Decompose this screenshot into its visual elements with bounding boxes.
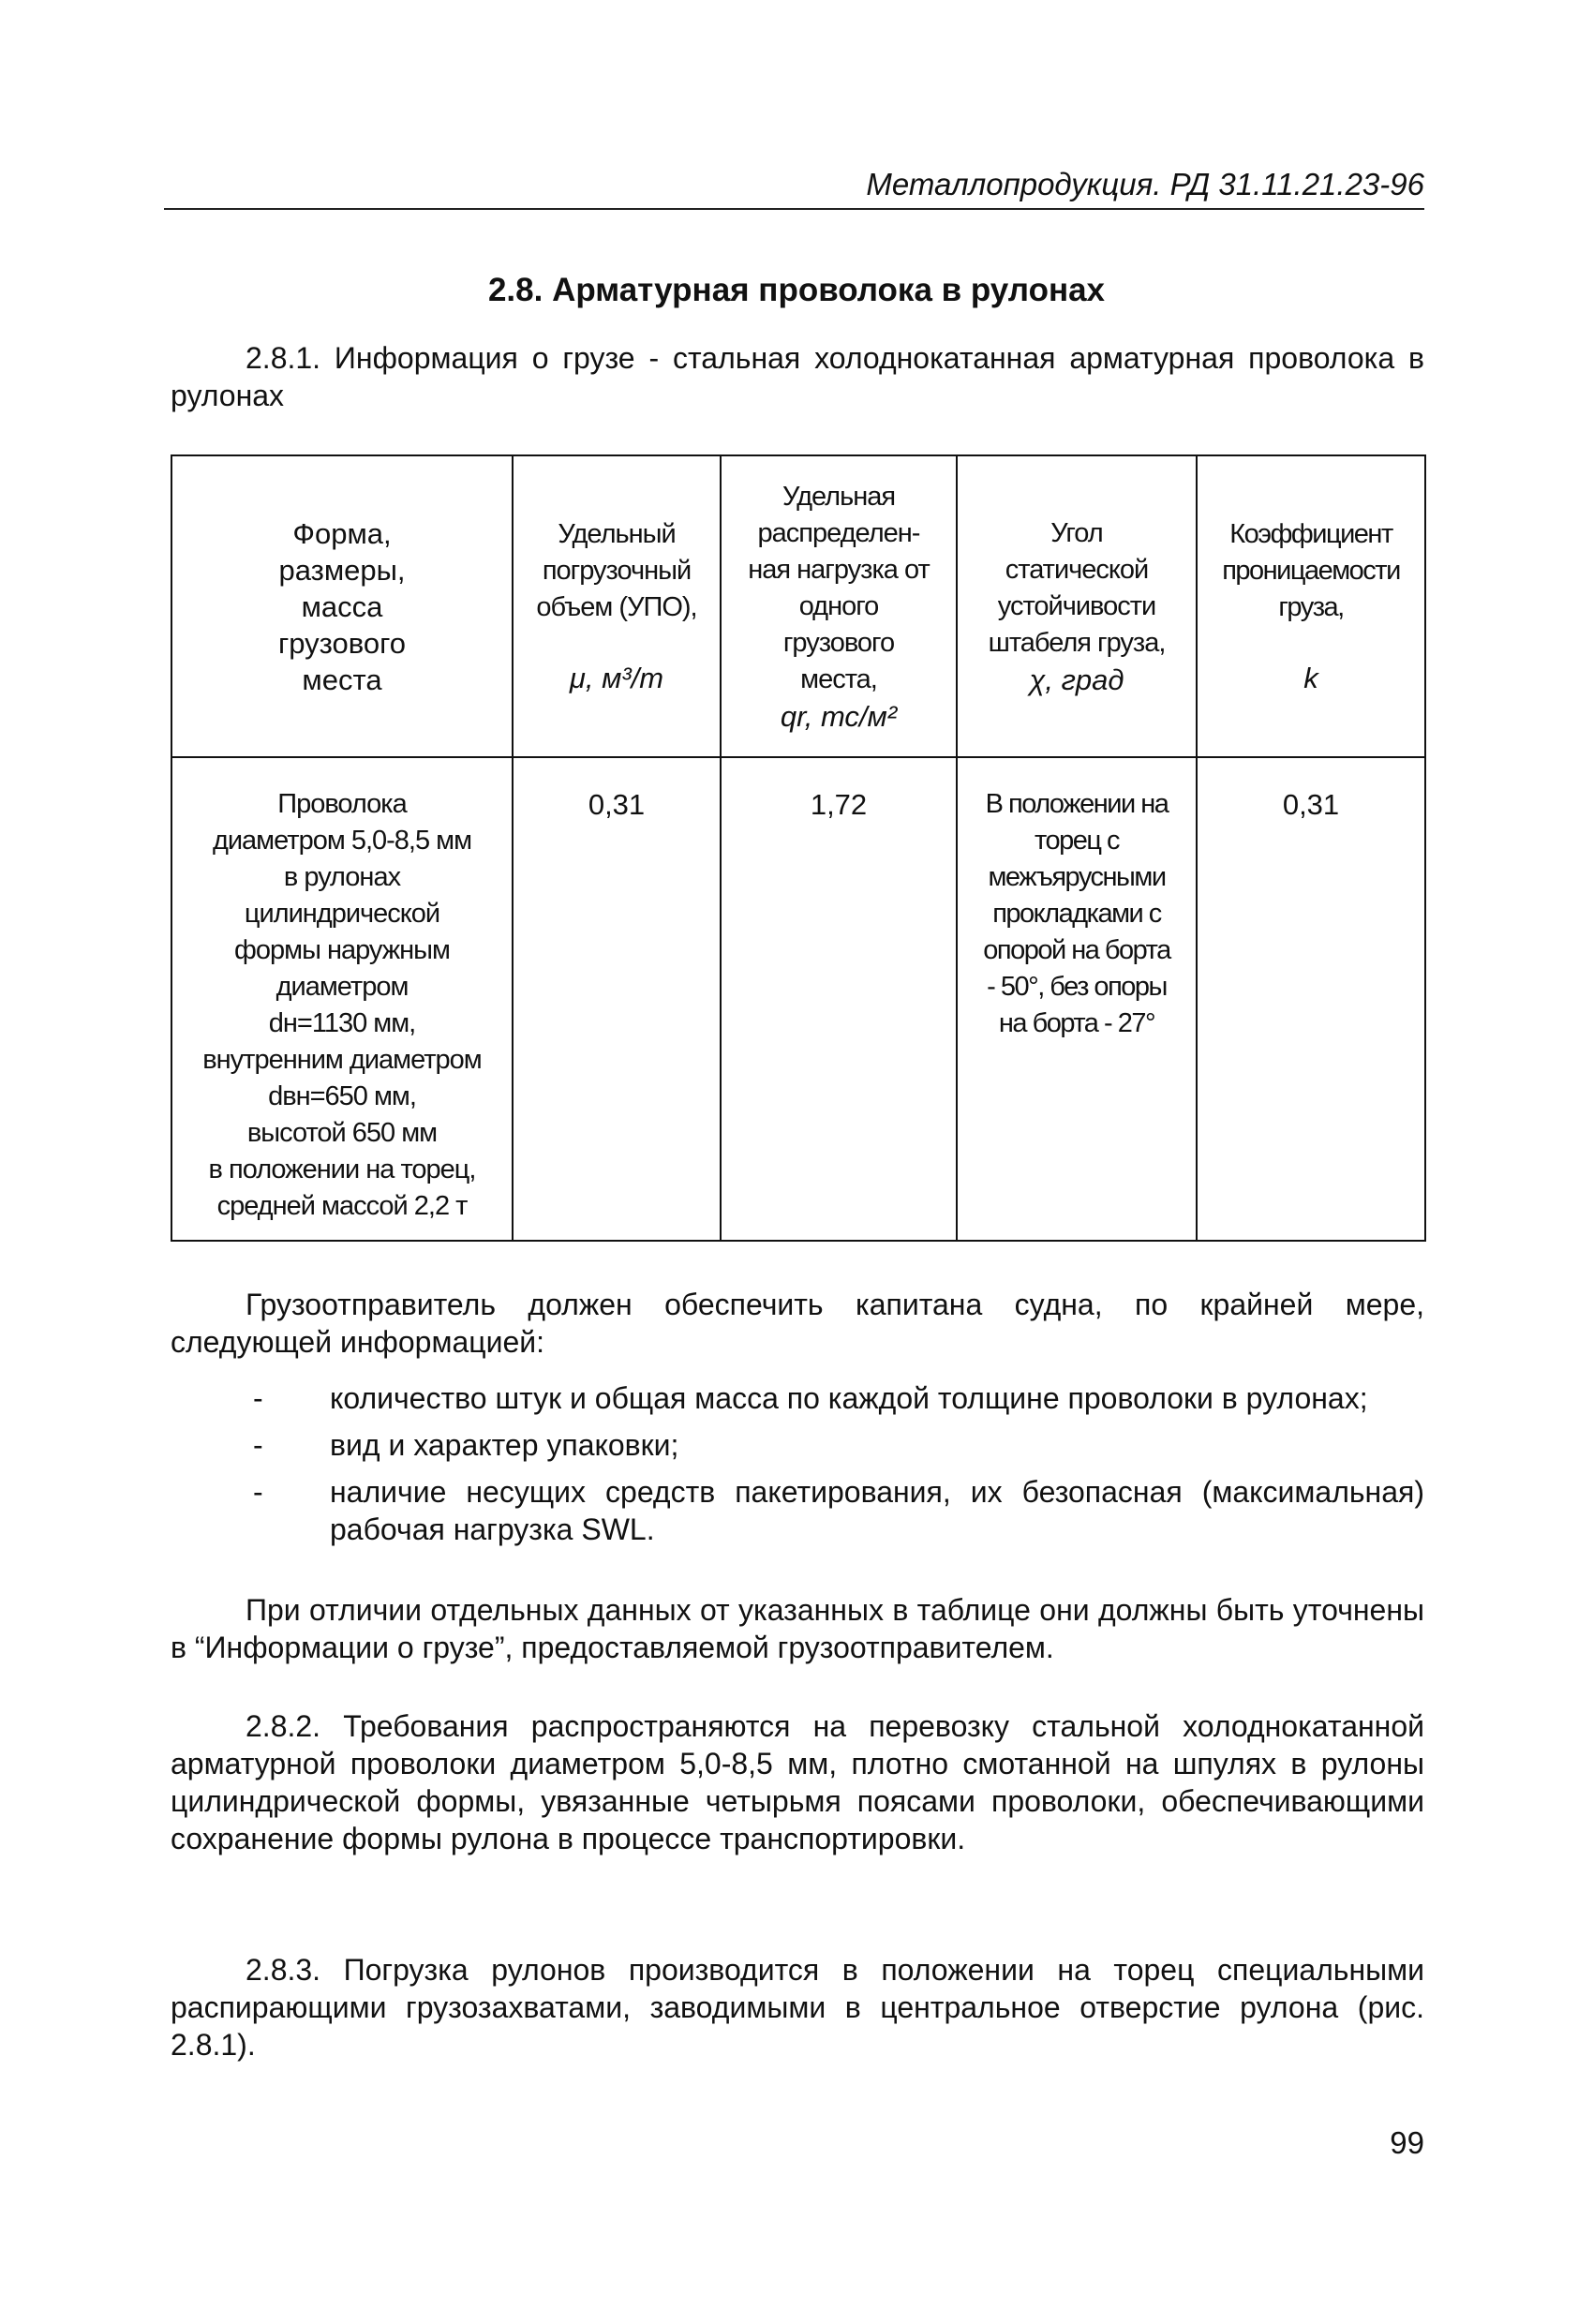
paragraph-2-8-3: 2.8.3. Погрузка рулонов производится в положении на торец специальными распирающими грузозахватами, заводимыми в центральное отверстие рулона (рис. 2.8.1). <box>171 1953 1424 2062</box>
cell-text: В положении на торец с межъярусными прокладками с опорой на борта - 50°, без опоры на борта - 27° <box>983 789 1170 1038</box>
header-text: Коэффициент проницаемости груза, <box>1222 519 1400 622</box>
list-item-text: количество штук и общая масса по каждой толщине проволоки в рулонах; <box>330 1381 1368 1415</box>
list-item <box>171 1379 1424 1417</box>
header-unit: μ, м³/т <box>569 662 664 694</box>
header-unit: k <box>1303 662 1318 694</box>
header-rule <box>164 208 1424 210</box>
table-row <box>171 757 1425 1241</box>
header-text: Форма, размеры, масса грузового места <box>277 516 407 696</box>
intro-paragraph: 2.8.1. Информация о грузе - стальная холоднокатанная арматурная проволока в рулонах <box>171 341 1424 412</box>
cell-text: 0,31 <box>588 788 646 821</box>
section-title: 2.8. Арматурная проволока в рулонах <box>487 272 1106 308</box>
list-item-text: вид и характер упаковки; <box>330 1428 679 1462</box>
list-item <box>171 1426 1424 1464</box>
table-header-cell <box>721 455 957 757</box>
header-text: Удельный погрузочный объем (УПО), <box>536 519 697 622</box>
table-cell <box>513 757 721 1241</box>
table-cell <box>1197 757 1425 1241</box>
running-header: Металлопродукция. РД 31.11.21.23-96 <box>866 167 1424 201</box>
table-cell <box>171 757 513 1241</box>
table-header-cell <box>957 455 1197 757</box>
cell-text: 1,72 <box>810 788 868 821</box>
header-unit: χ, град <box>1029 663 1124 696</box>
info-intro-paragraph: Грузоотправитель должен обеспечить капитана судна, по крайней мере, следующей информацией: <box>171 1288 1424 1359</box>
bullet-dash: - <box>253 1428 263 1462</box>
list-item-text: наличие несущих средств пакетирования, их безопасная (максимальная) рабочая нагрузка SWL. <box>330 1475 1424 1546</box>
paragraph-2-8-2: 2.8.2. Требования распространяются на перевозку стальной холоднокатанной арматурной проволоки диаметром 5,0-8,5 мм, плотно смотанной на шпулях в рулоны цилиндрической формы, увязанные четырьмя поясами проволоки, обеспечивающими сохранение формы рулона в процессе транспортировки. <box>171 1709 1424 1855</box>
header-text: Удельная распределен- ная нагрузка от одного грузового места, <box>748 481 930 694</box>
table-header-cell <box>1197 455 1425 757</box>
list-item <box>171 1473 1424 1548</box>
info-list <box>171 1379 1424 1557</box>
cell-text: 0,31 <box>1282 788 1340 821</box>
table-header-row <box>171 455 1425 757</box>
page-number: 99 <box>1390 2125 1424 2160</box>
table-cell <box>957 757 1197 1241</box>
cell-text: Проволока диаметром 5,0-8,5 мм в рулонах цилиндрической формы наружным диаметром dн=1130 мм, внутренним диаметром dвн=650 мм, высотой 650 мм в положении на торец, средней массой 2,2 т <box>202 789 482 1221</box>
table-header-cell <box>171 455 513 757</box>
table-cell <box>721 757 957 1241</box>
table-header-cell <box>513 455 721 757</box>
bullet-dash: - <box>253 1475 263 1509</box>
note-paragraph: При отличии отдельных данных от указанных в таблице они должны быть уточнены в “Информации о грузе”, предоставляемой грузоотправителем. <box>171 1593 1424 1664</box>
bullet-dash: - <box>253 1381 263 1415</box>
header-unit: qr, тс/м² <box>780 699 898 733</box>
header-text: Угол статической устойчивости штабеля груза, <box>988 517 1166 658</box>
cargo-table <box>171 454 1426 1242</box>
